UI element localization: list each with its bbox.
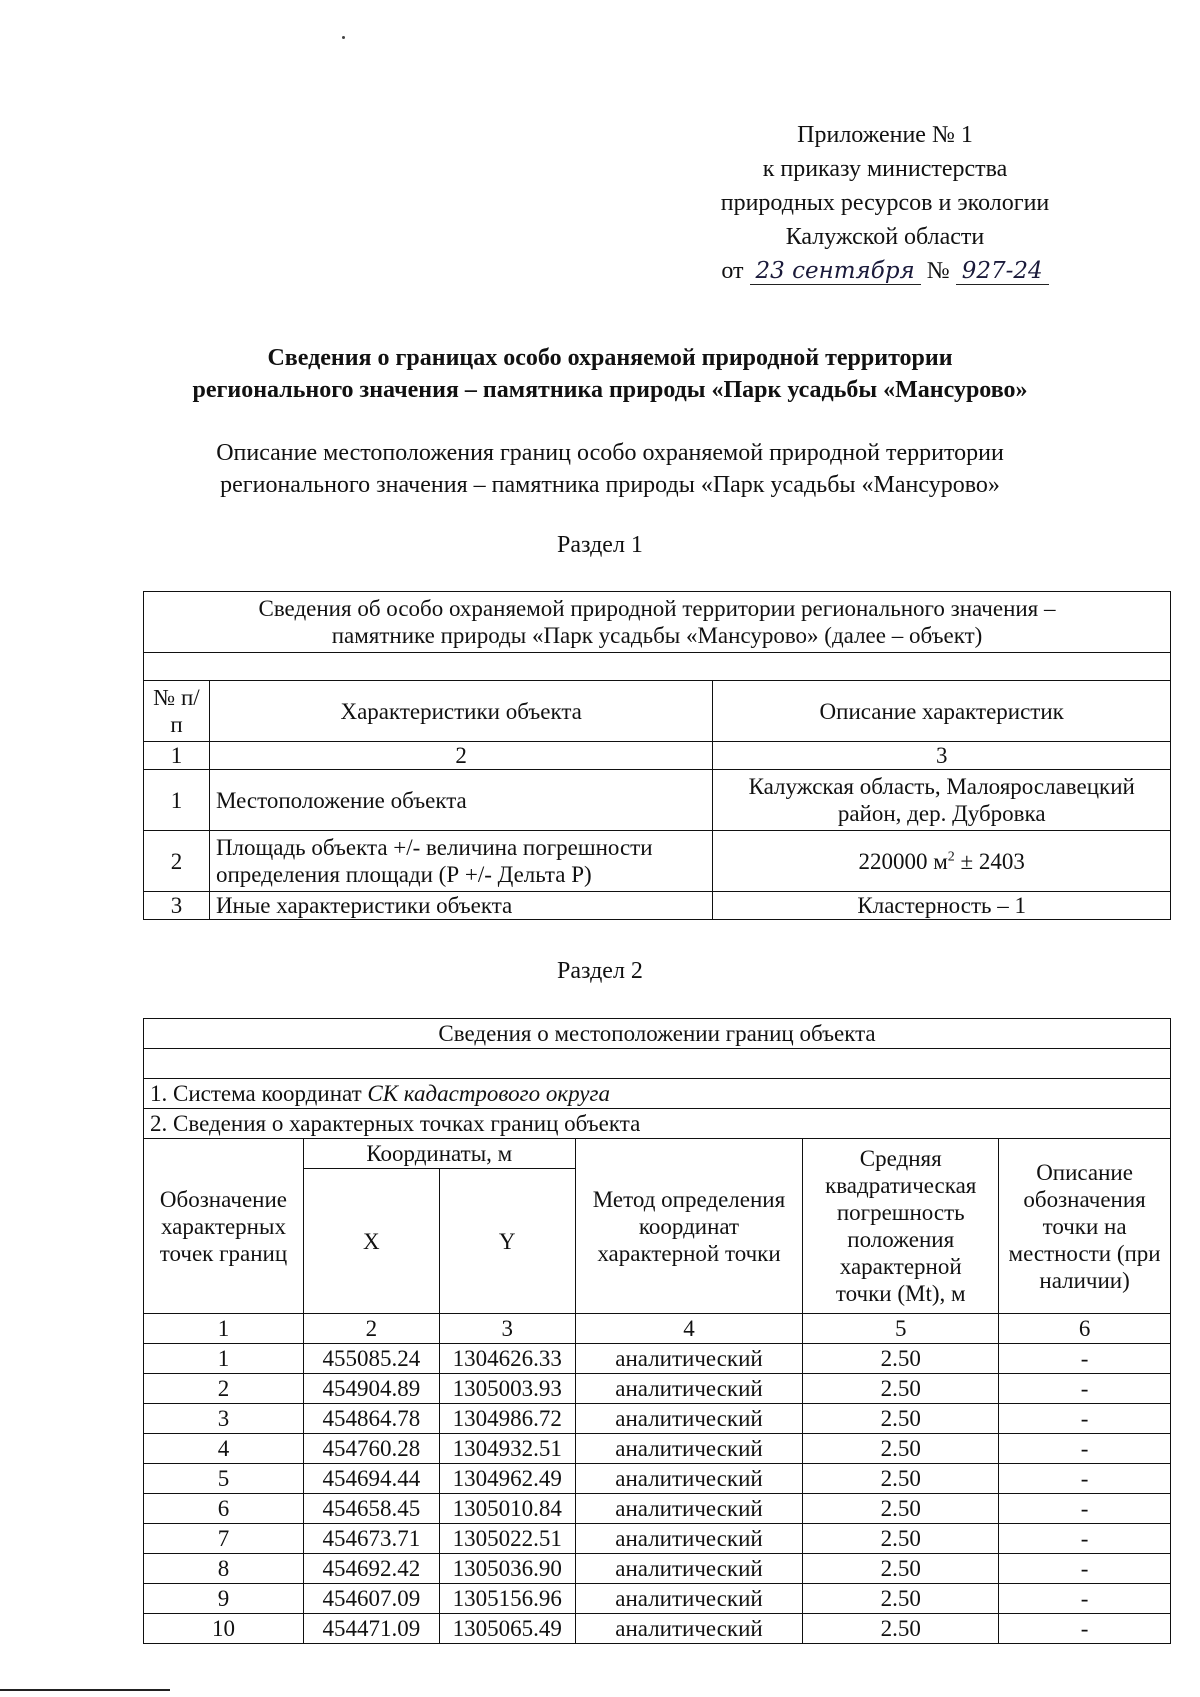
point-x: 454471.09	[303, 1614, 439, 1644]
header-error: Средняя квадратическая погрешность положения характерной точки (Mt), м	[803, 1139, 999, 1314]
point-description: -	[999, 1494, 1171, 1524]
header-cell: Характеристики объекта	[209, 681, 712, 742]
document-title	[110, 342, 1110, 406]
header-description: Описание обозначения точки на местности (при наличии)	[999, 1139, 1171, 1314]
subtitle-line: Описание местоположения границ особо охраняемой природной территории	[216, 440, 1004, 466]
point-method: аналитический	[575, 1554, 803, 1584]
handwritten-number: 927-24	[956, 258, 1049, 285]
point-error: 2.50	[803, 1554, 999, 1584]
point-description: -	[999, 1524, 1171, 1554]
point-method: аналитический	[575, 1464, 803, 1494]
annex-line: Калужской области	[785, 224, 985, 250]
point-description: -	[999, 1554, 1171, 1584]
boundary-points-table	[143, 1018, 1171, 1644]
column-number: 5	[803, 1314, 999, 1344]
point-y: 1304986.72	[439, 1404, 575, 1434]
header-method: Метод определения координат характерной точки	[575, 1139, 803, 1314]
point-x: 454864.78	[303, 1404, 439, 1434]
coordinate-system-value: СК кадастрового округа	[367, 1081, 610, 1106]
table-row	[144, 1554, 1171, 1584]
annex-line: к приказу министерства	[762, 156, 1008, 182]
point-description: -	[999, 1584, 1171, 1614]
points-body	[144, 1344, 1171, 1644]
point-label: 5	[144, 1464, 304, 1494]
table-row	[144, 1344, 1171, 1374]
point-description: -	[999, 1464, 1171, 1494]
title-line: Сведения о границах особо охраняемой природной территории	[267, 345, 953, 371]
row-number: 1	[144, 770, 210, 831]
point-method: аналитический	[575, 1344, 803, 1374]
column-number: 4	[575, 1314, 803, 1344]
point-label: 1	[144, 1344, 304, 1374]
empty-row	[144, 653, 1171, 681]
row-number: 3	[144, 892, 210, 920]
point-error: 2.50	[803, 1524, 999, 1554]
point-x: 454760.28	[303, 1434, 439, 1464]
point-method: аналитический	[575, 1584, 803, 1614]
point-x: 454607.09	[303, 1584, 439, 1614]
number-sign: №	[926, 258, 950, 284]
point-description: -	[999, 1614, 1171, 1644]
header-point: Обозначение характерных точек границ	[144, 1139, 304, 1314]
characteristic-name: Площадь объекта +/- величина погрешности определения площади (Р +/- Дельта Р)	[209, 831, 712, 892]
point-method: аналитический	[575, 1374, 803, 1404]
table-row	[144, 1374, 1171, 1404]
point-error: 2.50	[803, 1614, 999, 1644]
point-x: 454658.45	[303, 1494, 439, 1524]
annex-header	[675, 118, 1095, 288]
column-number: 3	[439, 1314, 575, 1344]
point-error: 2.50	[803, 1404, 999, 1434]
column-number: 1	[144, 1314, 304, 1344]
table-row	[144, 1584, 1171, 1614]
point-y: 1304932.51	[439, 1434, 575, 1464]
date-prefix: от	[721, 258, 744, 284]
point-y: 1305022.51	[439, 1524, 575, 1554]
point-y: 1304962.49	[439, 1464, 575, 1494]
point-label: 7	[144, 1524, 304, 1554]
annex-date-line	[721, 254, 1048, 288]
subtitle-line: регионального значения – памятника природы «Парк усадьбы «Мансурово»	[220, 472, 1000, 498]
point-label: 9	[144, 1584, 304, 1614]
point-method: аналитический	[575, 1434, 803, 1464]
header-cell: № п/п	[144, 681, 210, 742]
table-row	[144, 1524, 1171, 1554]
title-line: регионального значения – памятника природы «Парк усадьбы «Мансурово»	[192, 377, 1028, 403]
point-y: 1305156.96	[439, 1584, 575, 1614]
point-label: 10	[144, 1614, 304, 1644]
point-error: 2.50	[803, 1464, 999, 1494]
point-x: 454694.44	[303, 1464, 439, 1494]
table-caption: Сведения о местоположении границ объекта	[144, 1019, 1171, 1049]
point-x: 454692.42	[303, 1554, 439, 1584]
document-subtitle	[110, 437, 1110, 501]
annex-line: природных ресурсов и экологии	[720, 190, 1050, 216]
point-method: аналитический	[575, 1404, 803, 1434]
column-number: 1	[144, 742, 210, 770]
scan-artifact-line	[0, 1689, 170, 1691]
area-error: ± 2403	[954, 848, 1025, 874]
characteristic-desc: Кластерность – 1	[713, 892, 1171, 920]
table-row	[144, 1464, 1171, 1494]
point-description: -	[999, 1404, 1171, 1434]
coordinate-system-row	[144, 1079, 1171, 1109]
point-label: 8	[144, 1554, 304, 1584]
header-coordinates: Координаты, м	[303, 1139, 575, 1169]
point-label: 2	[144, 1374, 304, 1404]
point-x: 455085.24	[303, 1344, 439, 1374]
annex-title: Приложение № 1	[797, 122, 973, 148]
point-label: 4	[144, 1434, 304, 1464]
table-row	[144, 1404, 1171, 1434]
point-y: 1305036.90	[439, 1554, 575, 1584]
header-y: Y	[439, 1169, 575, 1314]
column-number: 2	[303, 1314, 439, 1344]
empty-row	[144, 1049, 1171, 1079]
point-description: -	[999, 1434, 1171, 1464]
point-y: 1305065.49	[439, 1614, 575, 1644]
scan-artifact	[342, 36, 345, 39]
characteristic-desc: Калужская область, Малоярославецкий район, дер. Дубровка	[713, 770, 1171, 831]
point-x: 454904.89	[303, 1374, 439, 1404]
point-y: 1305010.84	[439, 1494, 575, 1524]
points-caption-row: 2. Сведения о характерных точках границ объекта	[144, 1109, 1171, 1139]
section-1-label: Раздел 1	[557, 532, 643, 558]
row-number: 2	[144, 831, 210, 892]
characteristic-name: Местоположение объекта	[209, 770, 712, 831]
point-x: 454673.71	[303, 1524, 439, 1554]
point-method: аналитический	[575, 1614, 803, 1644]
column-number: 2	[209, 742, 712, 770]
point-y: 1304626.33	[439, 1344, 575, 1374]
column-number: 6	[999, 1314, 1171, 1344]
table-row	[144, 1434, 1171, 1464]
point-error: 2.50	[803, 1374, 999, 1404]
point-description: -	[999, 1374, 1171, 1404]
section-2-label: Раздел 2	[557, 958, 643, 984]
characteristic-name: Иные характеристики объекта	[209, 892, 712, 920]
table-row	[144, 1494, 1171, 1524]
point-error: 2.50	[803, 1344, 999, 1374]
header-x: X	[303, 1169, 439, 1314]
point-error: 2.50	[803, 1584, 999, 1614]
object-info-table	[143, 591, 1171, 920]
point-label: 6	[144, 1494, 304, 1524]
point-error: 2.50	[803, 1494, 999, 1524]
handwritten-date: 23 сентября	[750, 258, 921, 285]
coordinate-system-prefix: 1. Система координат	[150, 1081, 368, 1106]
area-unit-exponent: 2	[947, 848, 955, 864]
point-description: -	[999, 1344, 1171, 1374]
caption-line: памятнике природы «Парк усадьбы «Мансурово» (далее – объект)	[331, 623, 983, 648]
point-y: 1305003.93	[439, 1374, 575, 1404]
characteristic-desc	[713, 831, 1171, 892]
point-method: аналитический	[575, 1524, 803, 1554]
table-caption	[144, 592, 1171, 653]
column-number: 3	[713, 742, 1171, 770]
point-method: аналитический	[575, 1494, 803, 1524]
area-value: 220000 м	[858, 848, 948, 874]
table-row	[144, 1614, 1171, 1644]
caption-line: Сведения об особо охраняемой природной территории регионального значения –	[258, 596, 1056, 621]
point-error: 2.50	[803, 1434, 999, 1464]
header-cell: Описание характеристик	[713, 681, 1171, 742]
point-label: 3	[144, 1404, 304, 1434]
